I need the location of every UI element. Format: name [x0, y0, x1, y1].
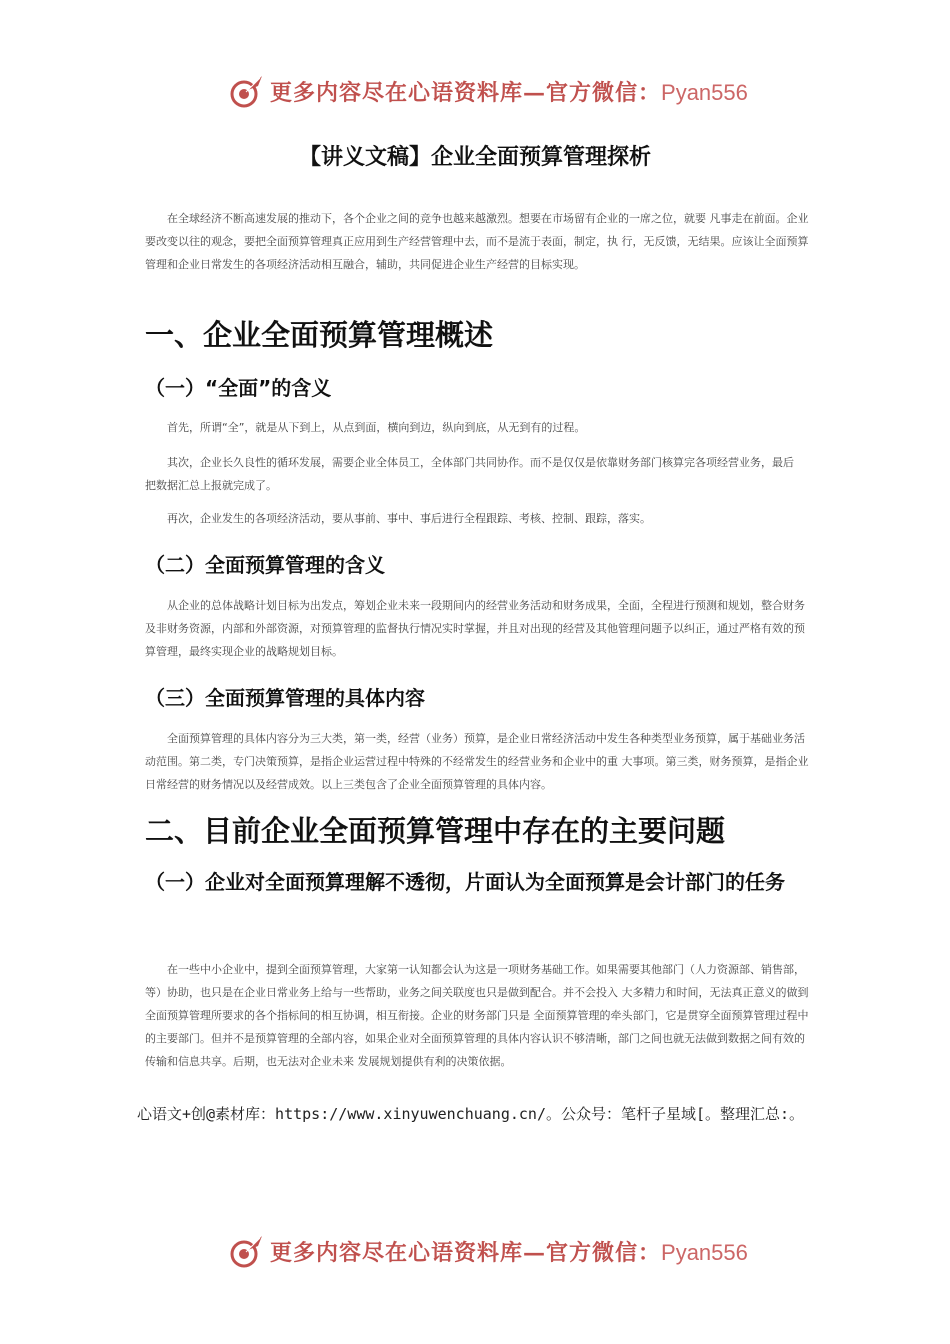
section1-sub1-para2: 其次，企业长久良性的循环发展，需要企业全体员工，全体部门共同协作。而不是仅仅是依靠财务部门核算完各项经营业务，最后把数据汇总上报就完成了。 [145, 456, 794, 492]
footer-wechat-id: Pyan556 [661, 1240, 748, 1265]
section1-heading: 一、企业全面预算管理概述 [145, 318, 494, 352]
header-banner [0, 72, 950, 112]
section1-sub1-heading: （一）“全面”的含义 [145, 376, 332, 400]
quill-logo-icon [228, 1234, 264, 1270]
section1-sub3-heading: （三）全面预算管理的具体内容 [145, 686, 425, 710]
section1-sub2-para: 从企业的总体战略计划目标为出发点，筹划企业未来一段期间内的经营业务活动和财务成果，全面，全程进行预测和规划，整合财务及非财务资源，内部和外部资源，对预算管理的监督执行情况实时掌握，并且对出现的经营及其他管理问题予以纠正，通过严格有效的预算管理，最终实现企业的战略规划目标。 [145, 599, 805, 658]
intro-paragraph: 在全球经济不断高速发展的推动下，各个企业之间的竞争也越来越激烈。想要在市场留有企业的一席之位，就要 凡事走在前面。企业要改变以往的观念，要把全面预算管理真正应用到生产经营管理中去，而不是流于表面，制定，执 行，无反馈，无结果。应该让全面预算管理和企业日常发生的各项经济活动相互融合，辅助，共同促进企业生产经营的目标实现。 [145, 212, 809, 271]
section1-sub1-para3: 再次，企业发生的各项经济活动，要从事前、事中、事后进行全程跟踪、考核、控制、跟踪，落实。 [167, 512, 651, 525]
document-title: 【讲义文稿】企业全面预算管理探析 [298, 145, 651, 170]
header-banner-text: 更多内容尽在心语资料库—官方微信：Pyan556 [270, 80, 748, 106]
section2-sub1-para: 在一些中小企业中，提到全面预算管理，大家第一认知都会认为这是一项财务基础工作。如果需要其他部门（人力资源部、销售部，等）协助，也只是在企业日常业务上给与一些帮助，业务之间关联度也只是做到配合。并不会投入 大多精力和时间，无法真正意义的做到全面预算管理所要求的各个指标间的相互协调，相互衔接。企业的财务部门只是 全面预算管理的牵头部门，它是贯穿全面预算管理过程中的主要部门。但并不是预算管理的全部内容，如果企业对全面预算管理的具体内容认识不够清晰，部门之间也就无法做到数据之间有效的传输和信息共享。后期，也无法对企业未来 发展规划提供有利的决策依据。 [145, 963, 809, 1068]
footer-banner-text: 更多内容尽在心语资料库—官方微信：Pyan556 [270, 1240, 748, 1266]
header-wechat-id: Pyan556 [661, 80, 748, 105]
section2-sub1-heading: （一）企业对全面预算理解不透彻，片面认为全面预算是会计部门的任务 [145, 870, 785, 894]
section1-sub3-para: 全面预算管理的具体内容分为三大类，第一类，经营（业务）预算，是企业日常经济活动中发生各种类型业务预算，属于基础业务活动范围。第二类，专门决策预算，是指企业运营过程中特殊的不经常发生的经营业务和企业中的重 大事项。第三类，财务预算，是指企业日常经营的财务情况以及经营成效。以上三类包含了企业全面预算管理的具体内容。 [145, 732, 809, 791]
quill-logo-icon [228, 74, 264, 110]
source-note: 心语文+创@素材库：https://www.xinyuwenchuang.cn/。公众号：笔杆子星域[。整理汇总:。 [137, 1105, 805, 1123]
section1-sub1-para1: 首先，所谓“全”，就是从下到上，从点到面，横向到边，纵向到底，从无到有的过程。 [167, 421, 586, 434]
section1-sub2-heading: （二）全面预算管理的含义 [145, 553, 385, 577]
section2-heading: 二、目前企业全面预算管理中存在的主要问题 [145, 814, 726, 848]
footer-banner [0, 1232, 950, 1272]
